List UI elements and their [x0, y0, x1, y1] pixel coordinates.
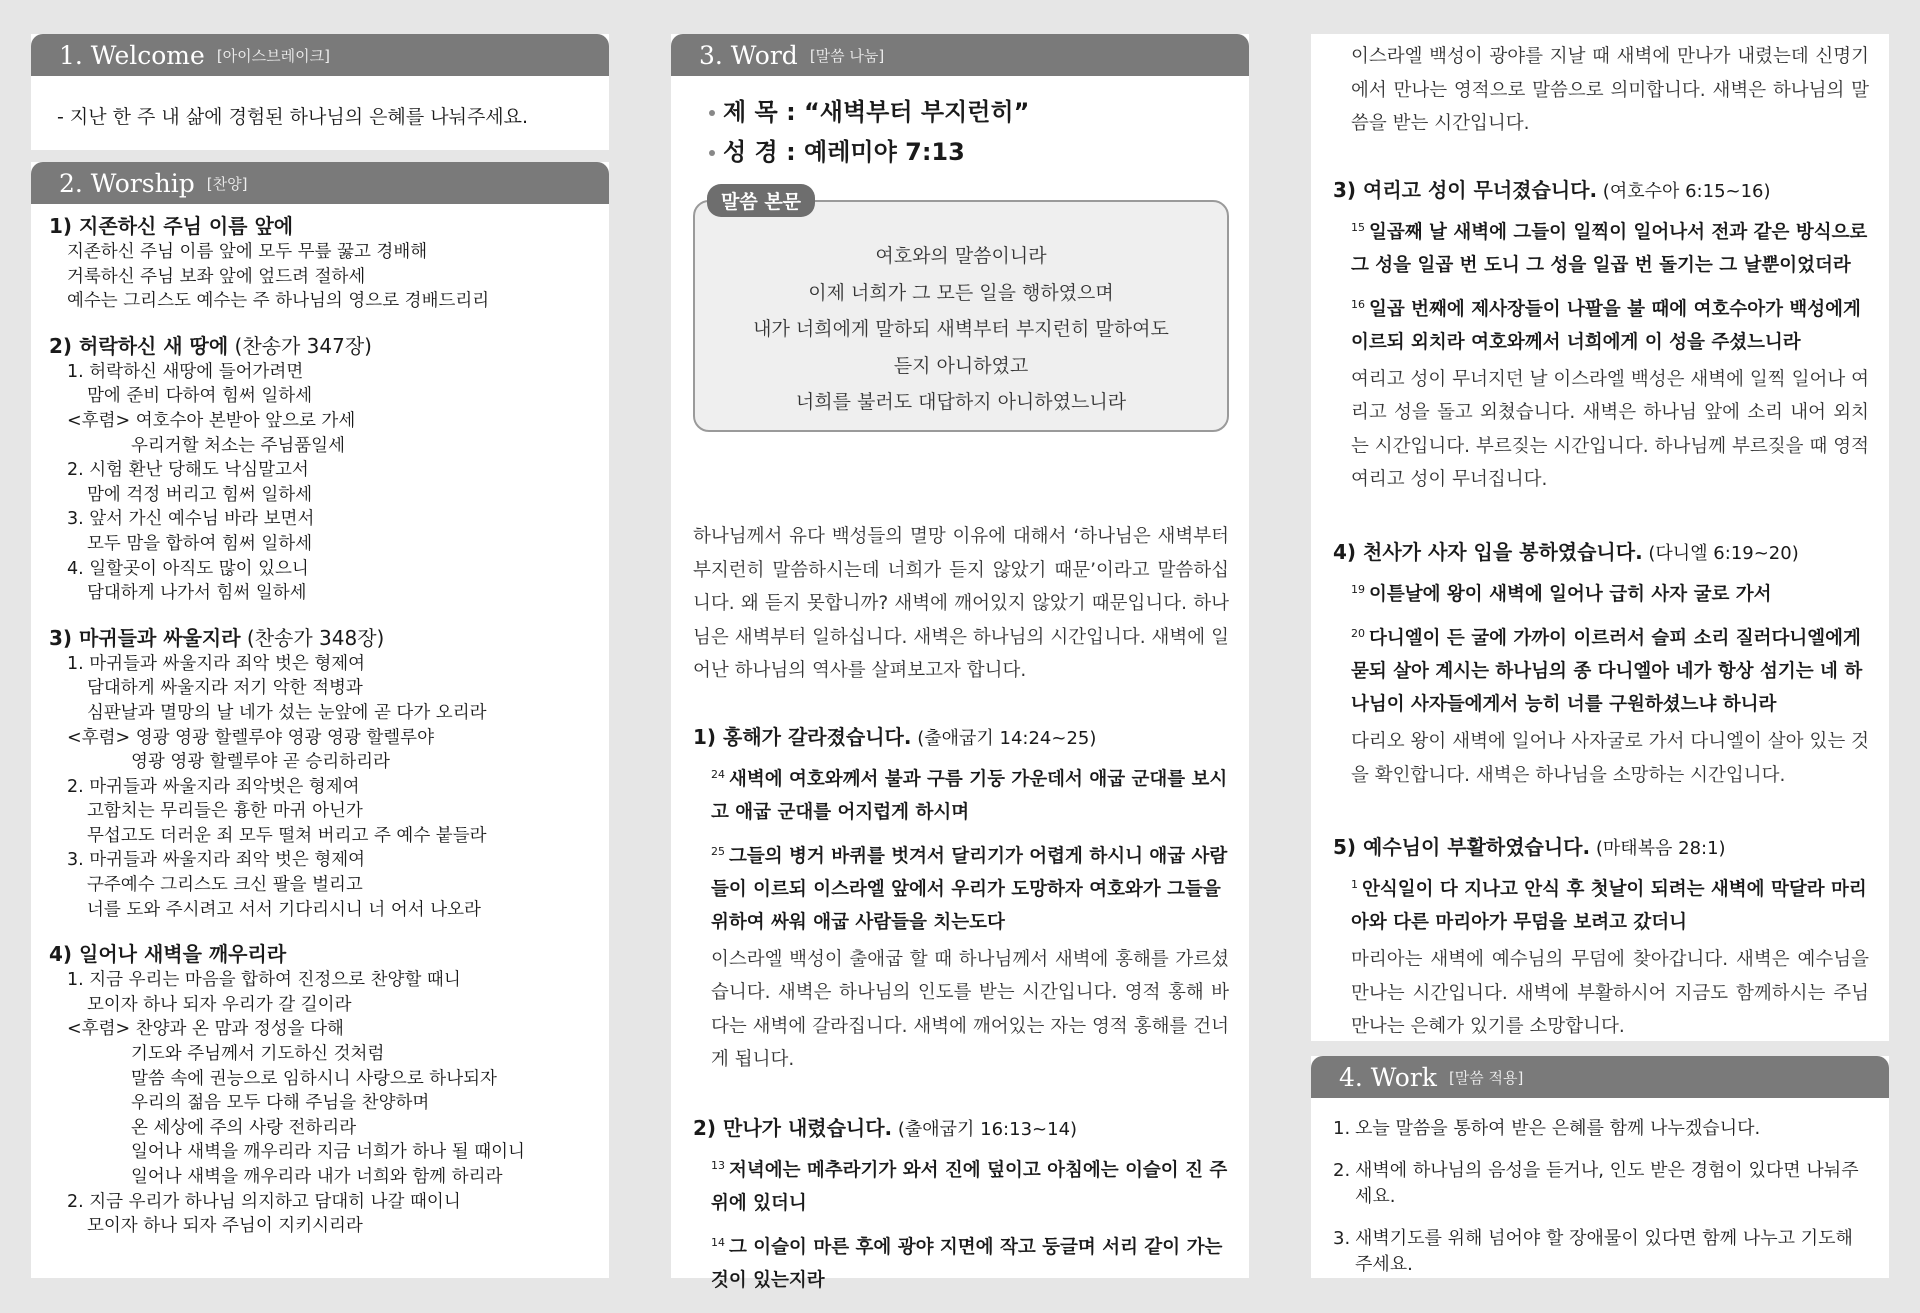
welcome-panel: [31, 34, 609, 150]
work-header: [1311, 1056, 1889, 1098]
lyric-line: 거룩하신 주님 보좌 앞에 엎드려 절하세: [67, 266, 366, 287]
song-block: [49, 212, 609, 314]
song-block: [49, 332, 609, 606]
section-reference: (다니엘 6:19~20): [1642, 542, 1799, 564]
section-reference: (마태복음 28:1): [1590, 838, 1726, 860]
verse-number: 14: [711, 1235, 725, 1249]
lyric-line: 기도와 주님께서 기도하신 것처럼: [131, 1044, 385, 1065]
work-panel: [1311, 1056, 1889, 1278]
lyric-line: 모이자 하나 되자 우리가 갈 길이라: [87, 994, 352, 1015]
section-title: [693, 722, 1229, 754]
bible-verse: [1333, 288, 1869, 359]
song-block: [49, 940, 609, 1239]
lyric-line: 맘에 준비 다하여 힘써 일하세: [87, 386, 313, 407]
section-commentary: 마리아는 새벽에 예수님의 무덤에 찾아갑니다. 새벽은 예수님을 만나는 시간입니다. 새벽에 부활하시어 지금도 함께하시는 주님 만나는 은혜가 있기를 소망합니다.: [1351, 949, 1869, 1038]
lyric-line: 우리의 젊음 모두 다해 주님을 찬양하며: [131, 1093, 430, 1114]
section-title: [1333, 537, 1869, 569]
lyric-line: 예수는 그리스도 예수는 주 하나님의 영으로 경배드리리: [67, 291, 490, 312]
sermon-scripture-line: 성 경 : 예레미야 7:13: [723, 132, 1249, 172]
section-reference: (출애굽기 14:24~25): [911, 727, 1097, 749]
scripture-line: 듣지 아니하였고: [893, 354, 1029, 377]
verse-number: 19: [1351, 582, 1365, 596]
work-item-text: 새벽기도를 위해 넘어야 할 장애물이 있다면 함께 나누고 기도해 주세요.: [1355, 1228, 1853, 1275]
song-title: [49, 940, 609, 968]
section-title-text: 3) 여리고 성이 무너졌습니다.: [1333, 177, 1598, 202]
lyric-line: 모두 맘을 합하여 힘써 일하세: [87, 533, 313, 554]
verse-number: 13: [711, 1158, 725, 1172]
lyric-line: 말씀 속에 권능으로 임하시니 사랑으로 하나되자: [131, 1068, 497, 1089]
word-title: 3. Word: [699, 40, 798, 70]
bible-verse: [1333, 617, 1869, 721]
work-list: [1311, 1098, 1889, 1278]
lyric-line: 일어나 새벽을 깨우리라 내가 너희와 함께 하리라: [131, 1167, 503, 1187]
bible-verse: [693, 835, 1229, 939]
work-item-number: 2.: [1333, 1160, 1351, 1181]
work-title: 4. Work: [1339, 1062, 1437, 1092]
lyric-line: 4. 일할곳이 아직도 많이 있으니: [67, 558, 309, 579]
section-commentary: 이스라엘 백성이 출애굽 할 때 하나님께서 새벽에 홍해를 가르셨습니다. 새벽은 하나님의 인도를 받는 시간입니다. 영적 홍해 바다는 새벽에 갈라집니다. 새벽에 깨어있는 자는 영적 홍해를 건너게 됩니다.: [711, 948, 1229, 1071]
work-item-number: 1.: [1333, 1118, 1351, 1139]
section-title: [1333, 175, 1869, 207]
lyric-line: 1. 지금 우리는 마음을 합하여 진정으로 찬양할 때니: [67, 970, 461, 991]
welcome-title: 1. Welcome: [59, 40, 205, 70]
verse-text: 일곱째 날 새벽에 그들이 일찍이 일어나서 전과 같은 방식으로 그 성을 일곱 번 도니 그 성을 일곱 번 돌기는 그 날뿐이었더라: [1351, 221, 1868, 276]
lyric-line: 모이자 하나 되자 주님이 지키시리라: [87, 1216, 363, 1237]
verse-number: 15: [1351, 220, 1365, 234]
sermon-section: [1333, 537, 1869, 792]
sermon-section: [693, 722, 1229, 1077]
verse-text: 새벽에 여호와께서 불과 구름 기둥 가운데서 애굽 군대를 보시고 애굽 군대를 어지럽게 하시며: [711, 768, 1228, 823]
section-title-text: 5) 예수님이 부활하였습니다.: [1333, 835, 1591, 860]
verse-number: 20: [1351, 626, 1365, 640]
scripture-line: 내가 너희에게 말하되 새벽부터 부지런히 말하여도: [753, 318, 1169, 340]
song-title-text: 2) 허락하신 새 땅에: [49, 333, 229, 358]
song-list: [31, 212, 609, 1239]
lyric-line: <후렴> 영광 영광 할렐루야 영광 영광 할렐루야: [67, 727, 434, 748]
lyric-line: 온 세상에 주의 사랑 전하리라: [131, 1117, 357, 1138]
sermon-meta: [671, 76, 1249, 172]
verse-text: 그 이슬이 마른 후에 광야 지면에 작고 둥글며 서리 같이 가는 것이 있는지라: [711, 1237, 1223, 1292]
verse-text: 안식일이 다 지나고 안식 후 첫날이 되려는 새벽에 막달라 마리아와 다른 마리아가 무덤을 보려고 갔더니: [1351, 879, 1867, 934]
verse-number: 24: [711, 767, 725, 781]
bible-verse: [693, 758, 1229, 829]
song-title-text: 4) 일어나 새벽을 깨우리라: [49, 942, 287, 967]
lyric-line: 일어나 새벽을 깨우리라 지금 너희가 하나 될 때이니: [131, 1142, 525, 1163]
lyric-line: 1. 마귀들과 싸울지라 죄악 벗은 형제여: [67, 653, 366, 674]
lyric-line: 맘에 걱정 버리고 힘써 일하세: [87, 484, 313, 505]
bible-verse: [693, 1226, 1229, 1297]
worship-header: [31, 162, 609, 204]
verse-number: 1: [1351, 878, 1358, 892]
work-item-number: 3.: [1333, 1228, 1351, 1249]
worship-panel: [31, 162, 609, 1278]
welcome-subtitle: [아이스브레이크]: [216, 46, 330, 65]
sermon-title-line: 제 목 : “새벽부터 부지런히”: [723, 92, 1249, 132]
scripture-line: 여호와의 말씀이니라: [875, 245, 1047, 267]
lyric-line: 지존하신 주님 이름 앞에 모두 무릎 꿇고 경배해: [67, 242, 428, 262]
welcome-text: - 지난 한 주 내 삶에 경험된 하나님의 은혜를 나눠주세요.: [57, 106, 529, 128]
bible-verse: [1333, 211, 1869, 282]
welcome-header: [31, 34, 609, 76]
verse-number: 25: [711, 844, 725, 858]
lyric-line: 심판날과 멸망의 날 네가 섰는 눈앞에 곧 다가 오리라: [87, 702, 487, 723]
word-header: [671, 34, 1249, 76]
bible-verse: [1333, 868, 1869, 939]
work-item: [1333, 1226, 1869, 1278]
song-title-note: (찬송가 347장): [228, 333, 372, 358]
bible-verse: [693, 1149, 1229, 1220]
sermon-section: [1333, 175, 1869, 497]
word-panel: [671, 34, 1249, 1292]
word-subtitle: [말씀 나눔]: [809, 46, 885, 65]
worship-title: 2. Worship: [59, 168, 195, 198]
song-title: [49, 212, 609, 240]
song-title: [49, 624, 609, 652]
sermon-section: [693, 1113, 1229, 1297]
verse-number: 16: [1351, 297, 1365, 311]
song-title: [49, 332, 609, 360]
scripture-box-tag: 말씀 본문: [707, 184, 815, 217]
lyric-line: 구주예수 그리스도 크신 팔을 벌리고: [87, 875, 363, 896]
work-item-text: 오늘 말씀을 통하여 받은 은혜를 함께 나누겠습니다.: [1355, 1118, 1761, 1139]
scripture-box: [693, 191, 1229, 432]
verse-text: 다니엘이 든 굴에 가까이 이르러서 슬피 소리 질러다니엘에게 묻되 살아 계시는 하나님의 종 다니엘아 네가 항상 섬기는 네 하나님이 사자들에게서 능히 너를 구원하셨느냐 하니라: [1351, 628, 1863, 716]
verse-text: 일곱 번째에 제사장들이 나팔을 불 때에 여호수아가 백성에게 이르되 외치라 여호와께서 너희에게 이 성을 주셨느니라: [1351, 298, 1861, 353]
lyric-line: 무섭고도 더러운 죄 모두 떨쳐 버리고 주 예수 붙들라: [87, 825, 487, 846]
sermon-intro: 하나님께서 유다 백성들의 멸망 이유에 대해서 ‘하나님은 새벽부터 부지런히 말씀하시는데 너희가 듣지 않았기 때문’이라고 말씀하십니다. 왜 듣지 못합니까? 새벽에 깨어있지 않았기 때문입니다. 하나님은 새벽부터 일하십니다. 새벽은 하나님의 시간입니다. 새벽에 일어난 하나님의 역사를 살펴보고자 합니다.: [693, 526, 1229, 681]
section-title: [1333, 832, 1869, 864]
section-commentary: 여리고 성이 무너지던 날 이스라엘 백성은 새벽에 일찍 일어나 여리고 성을 돌고 외쳤습니다. 새벽은 하나님 앞에 소리 내어 외치는 시간입니다. 부르짖는 시간입니다. 하나님께 부르짖을 때 영적 여리고 성이 무너집니다.: [1351, 368, 1869, 491]
word-body: [693, 520, 1229, 1297]
sermon-section: [1333, 832, 1869, 1044]
scripture-lines: [695, 202, 1227, 421]
verse-text: 저녁에는 메추라기가 와서 진에 덮이고 아침에는 이슬이 진 주위에 있더니: [711, 1159, 1228, 1214]
verse-text: 이튿날에 왕이 새벽에 일어나 급히 사자 굴로 가서: [1369, 583, 1772, 605]
lyric-line: 3. 마귀들과 싸울지라 죄악 벗은 형제여: [67, 850, 366, 871]
lyric-line: 담대하게 나가서 힘써 일하세: [87, 583, 307, 604]
word-continued-body: [1333, 40, 1869, 1044]
song-title-note: (찬송가 348장): [240, 625, 385, 650]
lyric-line: 3. 앞서 가신 예수님 바라 보면서: [67, 509, 315, 530]
work-subtitle: [말씀 적용]: [1448, 1068, 1524, 1087]
lyric-line: 담대하게 싸울지라 저기 악한 적병과: [87, 678, 363, 699]
lyric-line: 너를 도와 주시려고 서서 기다리시니 너 어서 나오라: [87, 899, 481, 920]
lyric-line: <후렴> 여호수아 본받아 앞으로 가세: [67, 410, 356, 431]
lyric-line: 1. 허락하신 새땅에 들어가려면: [67, 361, 304, 382]
worship-subtitle: [찬양]: [206, 174, 248, 193]
section-title-text: 2) 만나가 내렸습니다.: [693, 1115, 893, 1140]
sermon-section: [1333, 40, 1869, 141]
lyric-line: 2. 마귀들과 싸울지라 죄악벗은 형제여: [67, 776, 360, 797]
lyric-line: 영광 영광 할렐루야 곧 승리하리라: [131, 752, 390, 773]
scripture-line: 너희를 불러도 대답하지 아니하였느니라: [795, 391, 1127, 413]
lyric-line: 우리거할 처소는 주님품일세: [131, 435, 345, 456]
scripture-line: 이제 너희가 그 모든 일을 행하였으며: [808, 281, 1114, 304]
song-block: [49, 624, 609, 923]
work-item: [1333, 1116, 1869, 1142]
section-title-text: 4) 천사가 사자 입을 봉하였습니다.: [1333, 539, 1643, 564]
verse-text: 그들의 병거 바퀴를 벗겨서 달리기가 어렵게 하시니 애굽 사람들이 이르되 이스라엘 앞에서 우리가 도망하자 여호와가 그들을 위하여 싸워 애굽 사람들을 치는도다: [711, 845, 1228, 933]
bible-verse: [1333, 573, 1869, 611]
lyric-line: <후렴> 찬양과 온 맘과 정성을 다해: [67, 1019, 344, 1040]
section-title: [693, 1113, 1229, 1145]
song-title-text: 1) 지존하신 주님 이름 앞에: [49, 214, 294, 238]
lyric-line: 2. 지금 우리가 하나님 의지하고 담대히 나갈 때이니: [67, 1191, 461, 1212]
song-title-text: 3) 마귀들과 싸울지라: [49, 625, 241, 650]
work-item: [1333, 1158, 1869, 1210]
work-item-text: 새벽에 하나님의 음성을 듣거나, 인도 받은 경험이 있다면 나눠주세요.: [1355, 1160, 1859, 1207]
word-continued-panel: [1311, 34, 1889, 1041]
lyric-line: 고함치는 무리들은 흉한 마귀 아닌가: [87, 801, 363, 822]
section-title-text: 1) 홍해가 갈라졌습니다.: [693, 724, 912, 749]
lyric-line: 2. 시험 환난 당해도 낙심말고서: [67, 460, 309, 481]
section-commentary: 이스라엘 백성이 광야를 지날 때 새벽에 만나가 내렸는데 신명기에서 만나는 영적으로 말씀으로 의미합니다. 새벽은 하나님의 말씀을 받는 시간입니다.: [1351, 46, 1869, 134]
section-reference: (여호수아 6:15~16): [1597, 180, 1771, 202]
section-reference: (출애굽기 16:13~14): [892, 1118, 1078, 1140]
section-commentary: 다리오 왕이 새벽에 일어나 사자굴로 가서 다니엘이 살아 있는 것을 확인합니다. 새벽은 하나님을 소망하는 시간입니다.: [1351, 731, 1869, 786]
